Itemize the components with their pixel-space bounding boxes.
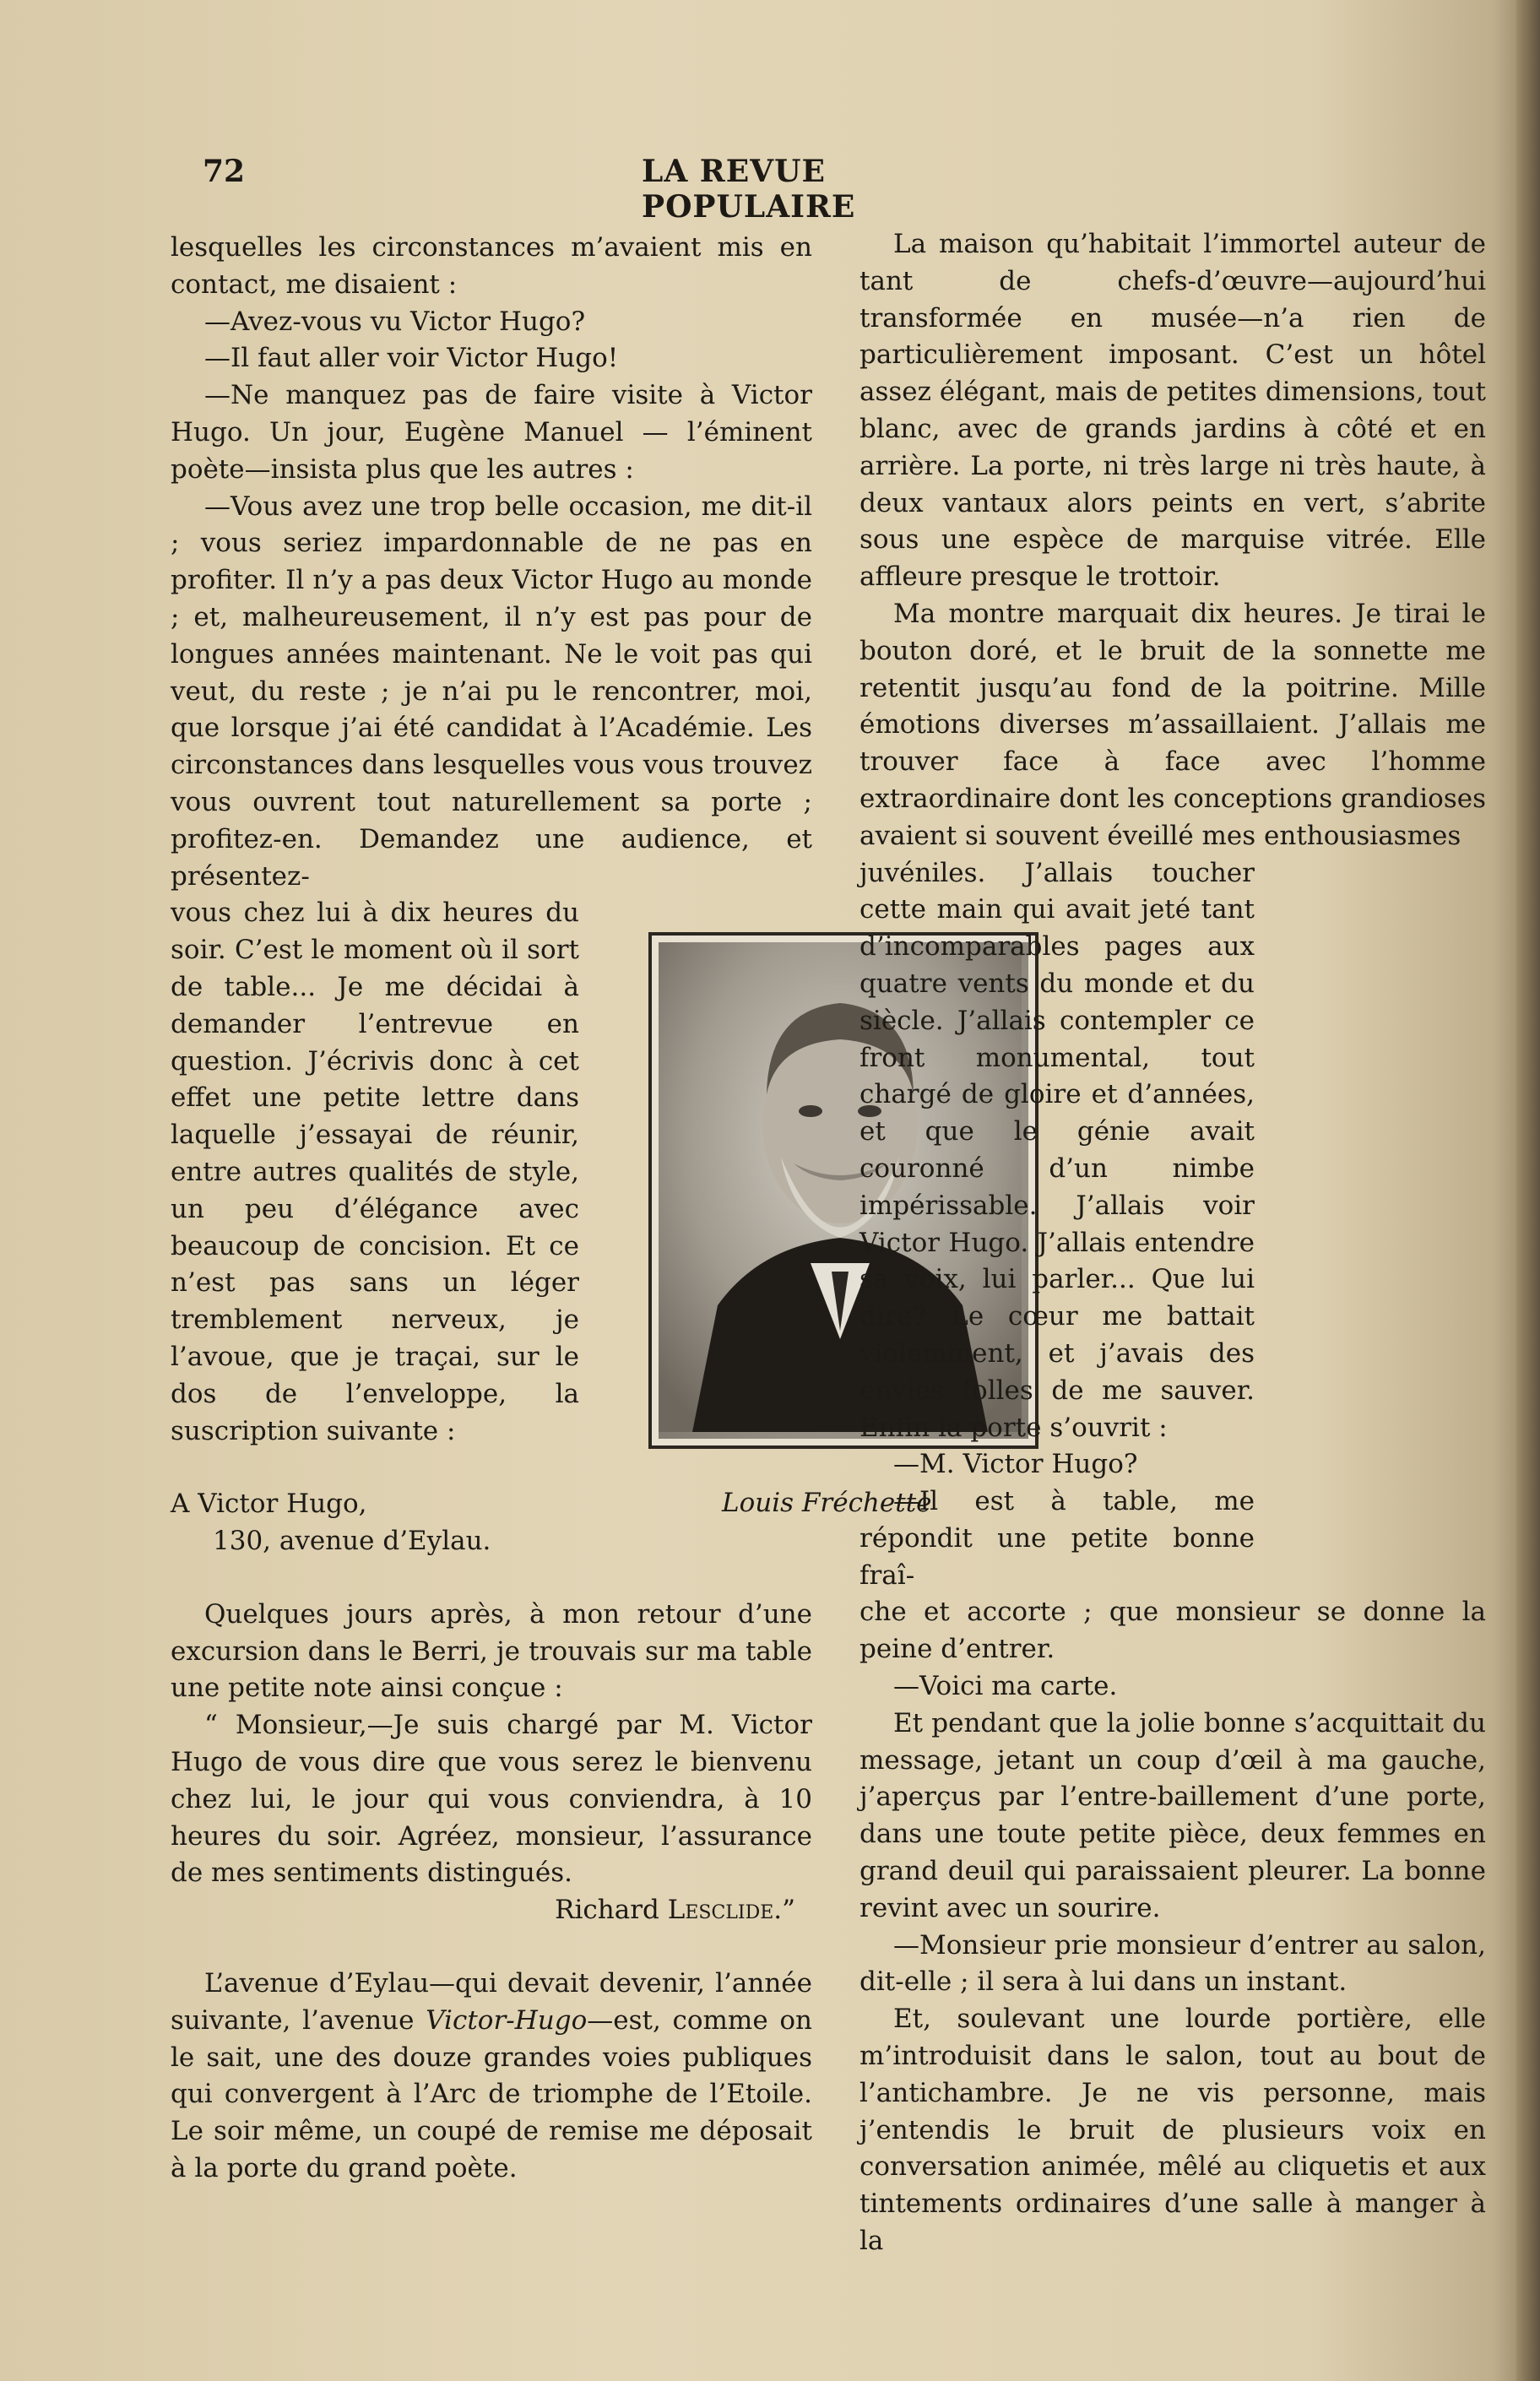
paragraph: lesquelles les circonstances m’avaient mis en contact, me disaient : <box>171 232 812 300</box>
paragraph: —Il faut aller voir Victor Hugo! <box>204 343 619 374</box>
paragraph: Et pendant que la jolie bonne s’acquittait du message, jetant un coup d’œil à ma gauche, j’aperçus par l’entre-baillement d’une porte, dans une toute petite pièce, deux femmes en grand deuil qui paraissaient pleurer. La bonne revint avec un sourire. <box>859 1707 1486 1923</box>
paragraph: Quelques jours après, à mon retour d’une excursion dans le Berri, je trouvais sur ma table une petite note ainsi conçue : <box>171 1598 812 1704</box>
right-column <box>859 226 1486 2260</box>
page-number: 72 <box>203 154 246 189</box>
text-run: L’avenue d’Eylau—qui devait devenir, l’année suivante, l’avenue <box>171 1968 812 2036</box>
paragraph-beside-figure: juvéniles. J’allais toucher cette main qui avait jeté tant d’incomparables pages aux quatre vents du monde et du siècle. J’allais contempler ce front monumental, tout chargé de gloire et d’années, et que le génie avait couronné d’un nimbe impérissable. J’allais voir Victor Hugo. J’allais entendre sa voix, lui parler... Que lui dire? Le cœur me battait violemment, et j’avais des envies folles de me sauver. Enfin la porte s’ouvrit : <box>859 857 1255 1443</box>
spacer <box>171 1450 812 1486</box>
dialogue-line: —Voici ma carte. <box>893 1671 1118 1702</box>
paragraph <box>171 1966 812 2188</box>
paragraph: —Avez-vous vu Victor Hugo? <box>204 306 586 337</box>
spacer <box>171 1560 812 1597</box>
signature-last-name: Lesclide.” <box>667 1895 795 1926</box>
address-line: 130, avenue d’Eylau. <box>213 1526 491 1557</box>
paragraph: Et, soulevant une lourde portière, elle m’introduisit dans le salon, tout au bout de l’antichambre. Je ne vis personne, mais j’entendis le bruit de plusieurs voix en conversation animée, mêlé au cliquetis et aux tintements ordinaires d’une salle à manger à la <box>859 2004 1486 2257</box>
spacer <box>171 1929 812 1966</box>
paragraph: —Ne manquez pas de faire visite à Victor Hugo. Un jour, Eugène Manuel — l’éminent poète—insista plus que les autres : <box>171 380 812 485</box>
paragraph: che et accorte ; que monsieur se donne la peine d’entrer. <box>859 1597 1486 1665</box>
page-gutter <box>1516 0 1540 2381</box>
paragraph: Ma montre marquait dix heures. Je tirai le bouton doré, et le bruit de la sonnette me retentit jusqu’au fond de la poitrine. Mille émotions diverses m’assaillaient. J’allais me trouver face à face avec l’homme extraordinaire dont les conceptions grandioses avaient si souvent éveillé mes enthousiasmes <box>859 598 1486 851</box>
italic-text-run: Victor-Hugo <box>426 2004 588 2036</box>
paragraph: La maison qu’habitait l’immortel auteur de tant de chefs-d’œuvre—aujourd’hui transformée en musée—n’a rien de particulièrement imposant. C’est un hôtel assez élégant, mais de petites dimensions, tout blanc, avec de grands jardins à côté et en arrière. La porte, ni très large ni très haute, à deux vantaux alors peints en vert, s’abrite sous une espèce de marquise vitrée. Elle affleure presque le trottoir. <box>859 229 1486 593</box>
paragraph: —Vous avez une trop belle occasion, me dit-il ; vous seriez impardonnable de ne pas en profiter. Il n’y a pas deux Victor Hugo au monde ; et, malheureusement, il n’y est pas pour de longues années maintenant. Ne le voit pas qui veut, du reste ; je n’ai pu le rencontrer, moi, que lorsque j’ai été candidat à l’Académie. Les circonstances dans lesquelles vous vous trouvez vous ouvrent tout naturellement sa porte ; profitez-en. Demandez une audience, et présentez- <box>171 491 812 892</box>
paragraph-beside-figure: vous chez lui à dix heures du soir. C’est le moment où il sort de table... Je me décidai à demander l’entrevue en question. J’écrivis donc à cet effet une petite lettre dans laquelle j’essayai de réunir, entre autres qualités de style, un peu d’élégance avec beaucoup de concision. Et ce n’est pas sans un léger tremblement nerveux, je l’avoue, que je traçai, sur le dos de l’enveloppe, la suscription suivante : <box>171 898 579 1446</box>
dialogue-line: —Il est à table, me répondit une petite bonne fraî- <box>859 1486 1255 1591</box>
running-title: LA REVUE POPULAIRE <box>642 154 856 225</box>
address-line: A Victor Hugo, <box>171 1489 367 1520</box>
letter-text: “ Monsieur,—Je suis chargé par M. Victor Hugo de vous dire que vous serez le bienvenu chez lui, le jour qui vous conviendra, à 10 heures du soir. Agréez, monsieur, l’assurance de mes sentiments distingués. <box>171 1710 812 1889</box>
dialogue-line: —M. Victor Hugo? <box>893 1449 1138 1480</box>
text-run: —est, comme on le sait, une des douze grandes voies publiques qui convergent à l’Arc de triomphe de l’Etoile. Le soir même, un coupé de remise me déposait à la porte du grand poète. <box>171 2004 812 2184</box>
dialogue-line: —Monsieur prie monsieur d’entrer au salon, dit-elle ; il sera à lui dans un instant. <box>859 1929 1486 1998</box>
letter-signature <box>171 1892 812 1929</box>
page-header <box>203 154 1013 225</box>
figure-caption: Louis Fréchette <box>722 1488 932 1518</box>
signature-first-name: Richard <box>555 1895 659 1926</box>
